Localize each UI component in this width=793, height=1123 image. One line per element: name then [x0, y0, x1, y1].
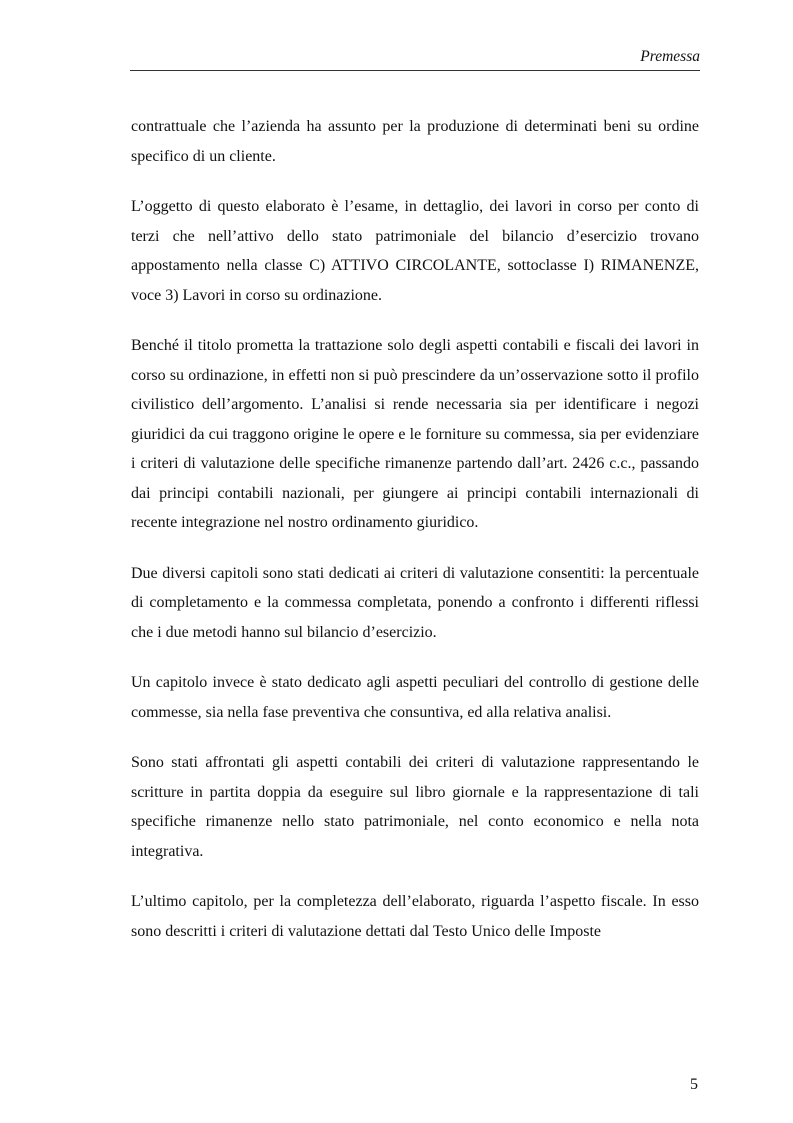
page-number: 5 [690, 1076, 698, 1093]
paragraph-6: Sono stati affrontati gli aspetti contabili dei criteri di valutazione rappresentando le scritture in partita doppia da eseguire sul libro giornale e la rappresentazione di tali specifiche rimanenze nello stato patrimoniale, nel conto economico e nella nota integrativa. [131, 754, 699, 860]
paragraph-2: L’oggetto di questo elaborato è l’esame, in dettaglio, dei lavori in corso per conto di terzi che nell’attivo dello stato patrimoniale del bilancio d’esercizio trovano appostamento nella classe C) ATTIVO CIRCOLANTE, sottoclasse I) RIMANENZE, voce 3) Lavori in corso su ordinazione. [131, 198, 699, 304]
body-text [131, 112, 699, 967]
paragraph-7: L’ultimo capitolo, per la completezza dell’elaborato, riguarda l’aspetto fiscale. In esso sono descritti i criteri di valutazione dettati dal Testo Unico delle Imposte [131, 893, 699, 940]
header-rule [130, 70, 700, 71]
paragraph-1: contrattuale che l’azienda ha assunto per la produzione di determinati beni su ordine specifico di un cliente. [131, 118, 699, 165]
paragraph-5: Un capitolo invece è stato dedicato agli aspetti peculiari del controllo di gestione delle commesse, sia nella fase preventiva che consuntiva, ed alla relativa analisi. [131, 674, 699, 721]
running-header: Premessa [640, 48, 700, 65]
paragraph-3: Benché il titolo prometta la trattazione solo degli aspetti contabili e fiscali dei lavori in corso su ordinazione, in effetti non si può prescindere da un’osservazione sotto il profilo civilistico dell’argomento. L’analisi si rende necessaria sia per identificare i negozi giuridici da cui traggono origine le opere e le forniture su commessa, sia per evidenziare i criteri di valutazione delle specifiche rimanenze partendo dall’art. 2426 c.c., passando dai principi contabili nazionali, per giungere ai principi contabili internazionali di recente integrazione nel nostro ordinamento giuridico. [131, 337, 699, 531]
paragraph-4: Due diversi capitoli sono stati dedicati ai criteri di valutazione consentiti: la percentuale di completamento e la commessa completata, ponendo a confronto i differenti riflessi che i due metodi hanno sul bilancio d’esercizio. [131, 564, 699, 641]
